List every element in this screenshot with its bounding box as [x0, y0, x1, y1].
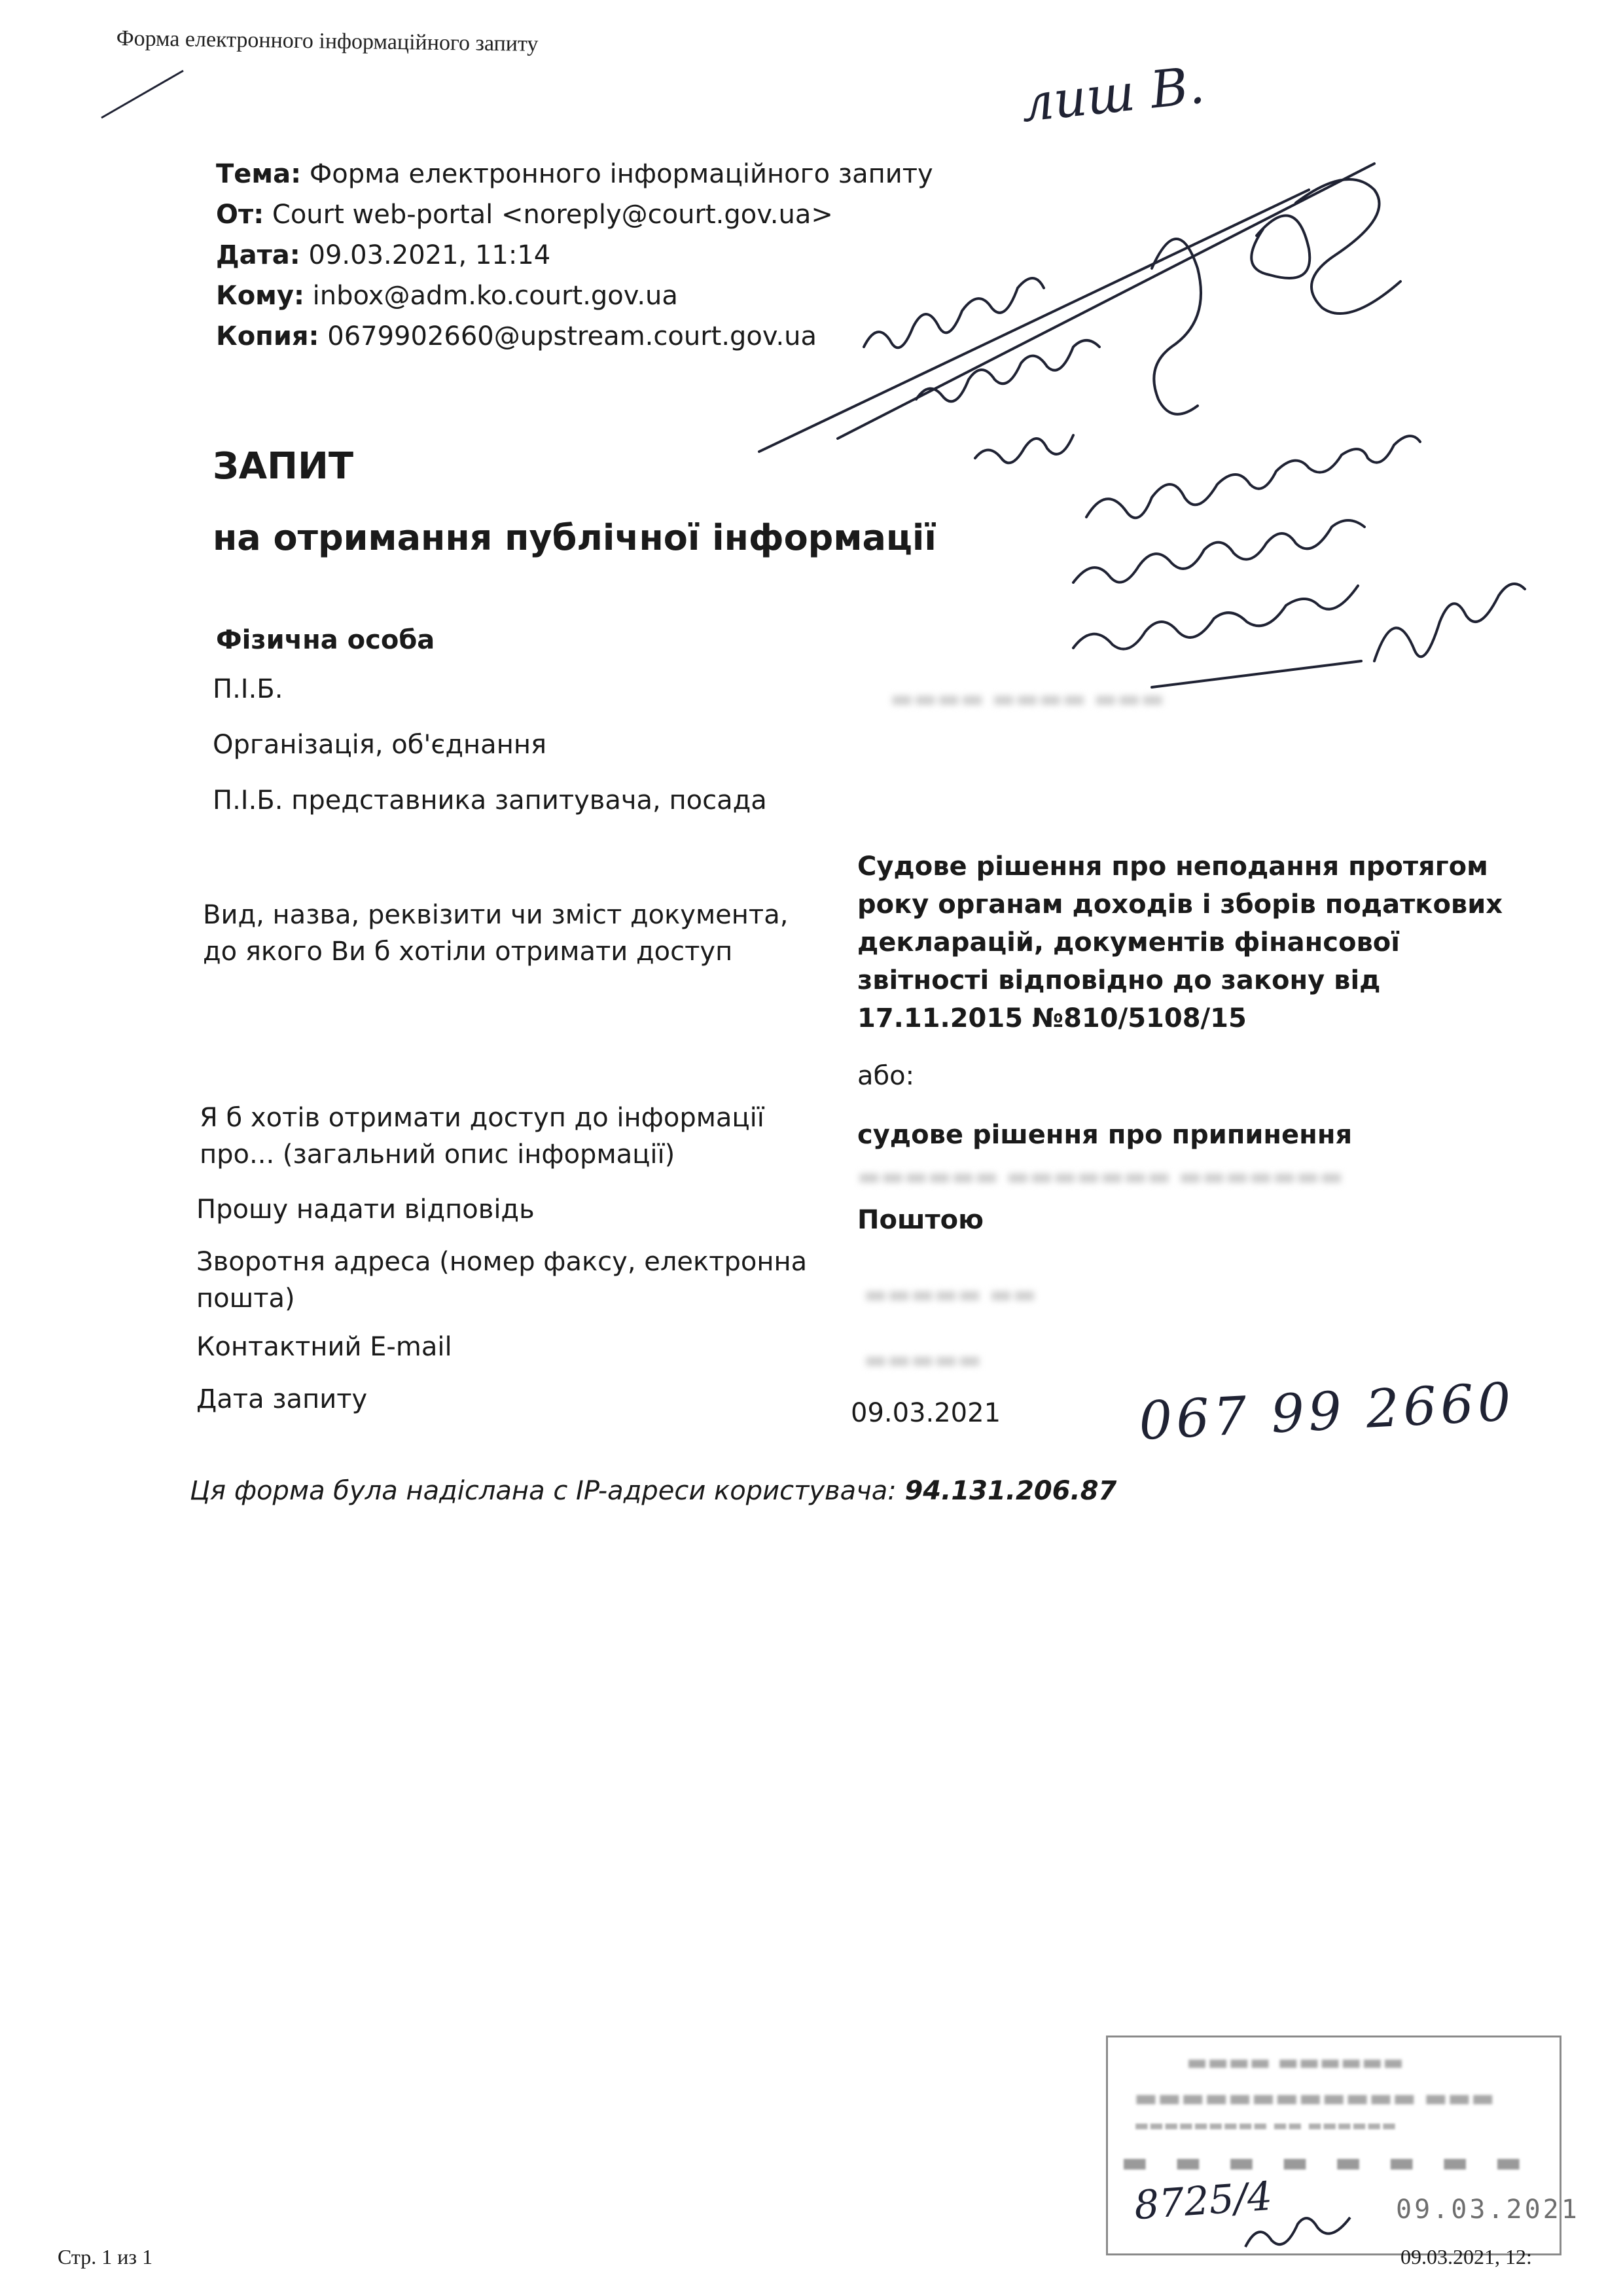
info-label-line2: про... (загальний опис інформації) [200, 1139, 675, 1170]
reply-value: Поштою [857, 1205, 984, 1235]
from-label: От: [216, 200, 264, 230]
date-label: Дата: [216, 240, 300, 270]
decision-details-redacted: ▬▬▬▬▬▬ ▬▬▬▬▬▬▬ ▬▬▬▬▬▬▬ [857, 1162, 1344, 1191]
stamp-signature [1239, 2214, 1370, 2253]
address-label-line2: пошта) [196, 1283, 295, 1314]
document-value-line: 17.11.2015 №810/5108/15 [857, 1003, 1247, 1033]
or-text: або: [857, 1061, 915, 1091]
request-date-label: Дата запиту [196, 1384, 368, 1414]
stamp-court-subtitle-redacted: ▬▬▬▬▬▬▬▬▬▬▬▬ ▬▬▬ [1134, 2083, 1495, 2112]
ip-address: 94.131.206.87 [904, 1476, 1117, 1506]
ip-note-text: Ця форма була надіслана с IP-адреси користувача: [190, 1476, 897, 1506]
to-value: inbox@adm.ko.court.gov.ua [312, 281, 678, 311]
email-value-redacted: ▬▬▬▬▬ [864, 1345, 982, 1374]
stamp-date: 09.03.2021 [1396, 2195, 1580, 2225]
document-label-line2: до якого Ви б хотіли отримати доступ [203, 937, 733, 967]
subject-value: Форма електронного інформаційного запиту [309, 159, 933, 189]
document-value-line: року органам доходів і зборів податкових [857, 889, 1503, 920]
reply-label: Прошу надати відповідь [196, 1194, 535, 1225]
ip-note [190, 1476, 1116, 1506]
handwritten-phone: 067 99 2660 [1137, 1371, 1516, 1452]
from-value: Court web-portal <noreply@court.gov.ua> [272, 200, 833, 230]
subject-label: Тема: [216, 159, 302, 189]
document-value-line: звітності відповідно до закону від [857, 965, 1381, 996]
cc-value: 0679902660@upstream.court.gov.ua [327, 321, 817, 351]
stamp-court-name-redacted: ▬▬▬▬ ▬▬▬▬▬▬ [1186, 2049, 1404, 2075]
request-title: ЗАПИТ [213, 445, 354, 488]
print-date: 09.03.2021, 12: [1400, 2245, 1532, 2269]
stamp-code-redacted: ▬▬▬▬▬▬▬▬▬ ▬▬ ▬▬▬▬▬▬ [1134, 2116, 1397, 2134]
document-value-line: Судове рішення про неподання протягом [857, 852, 1488, 882]
document-label [203, 897, 788, 970]
stamp-received-word-redacted: ▬▬▬▬▬▬▬▬ [1121, 2145, 1548, 2179]
document-value [857, 848, 1503, 1037]
person-type: Фізична особа [216, 625, 435, 655]
date-value: 09.03.2021, 11:14 [308, 240, 551, 270]
request-date-value: 09.03.2021 [851, 1398, 1001, 1428]
header-pen-stroke [98, 65, 190, 124]
info-label-line1: Я б хотів отримати доступ до інформації [200, 1103, 764, 1133]
court-stamp [1106, 2036, 1580, 2255]
full-name-value-redacted: ▬▬▬▬ ▬▬▬▬ ▬▬▬ [890, 684, 1165, 713]
address-label-line1: Зворотня адреса (номер факсу, електронна [196, 1247, 808, 1277]
organization-label: Організація, об'єднання [213, 730, 547, 760]
stamp-handwritten-number: 8725/4 [1132, 2173, 1274, 2229]
handwritten-resolution-signature [720, 151, 1610, 713]
document-label-line1: Вид, назва, реквізити чи зміст документа, [203, 900, 789, 930]
full-name-label: П.І.Б. [213, 674, 283, 704]
representative-label: П.І.Б. представника запитувача, посада [213, 785, 767, 816]
decision-value: судове рішення про припинення [857, 1120, 1353, 1150]
email-label: Контактний E-mail [196, 1332, 452, 1362]
document-value-line: декларацій, документів фінансової [857, 927, 1400, 958]
cc-label: Копия: [216, 321, 319, 351]
to-label: Кому: [216, 281, 304, 311]
page-number: Стр. 1 из 1 [58, 2245, 153, 2269]
address-value-redacted: ▬▬▬▬▬ ▬▬ [864, 1280, 1037, 1308]
request-subtitle: на отримання публічної інформації [213, 517, 936, 558]
document-header: Форма електронного інформаційного запиту [116, 26, 539, 56]
address-label [196, 1244, 807, 1317]
info-label [200, 1100, 764, 1173]
handwritten-top-note: лиш В. [1018, 56, 1207, 134]
